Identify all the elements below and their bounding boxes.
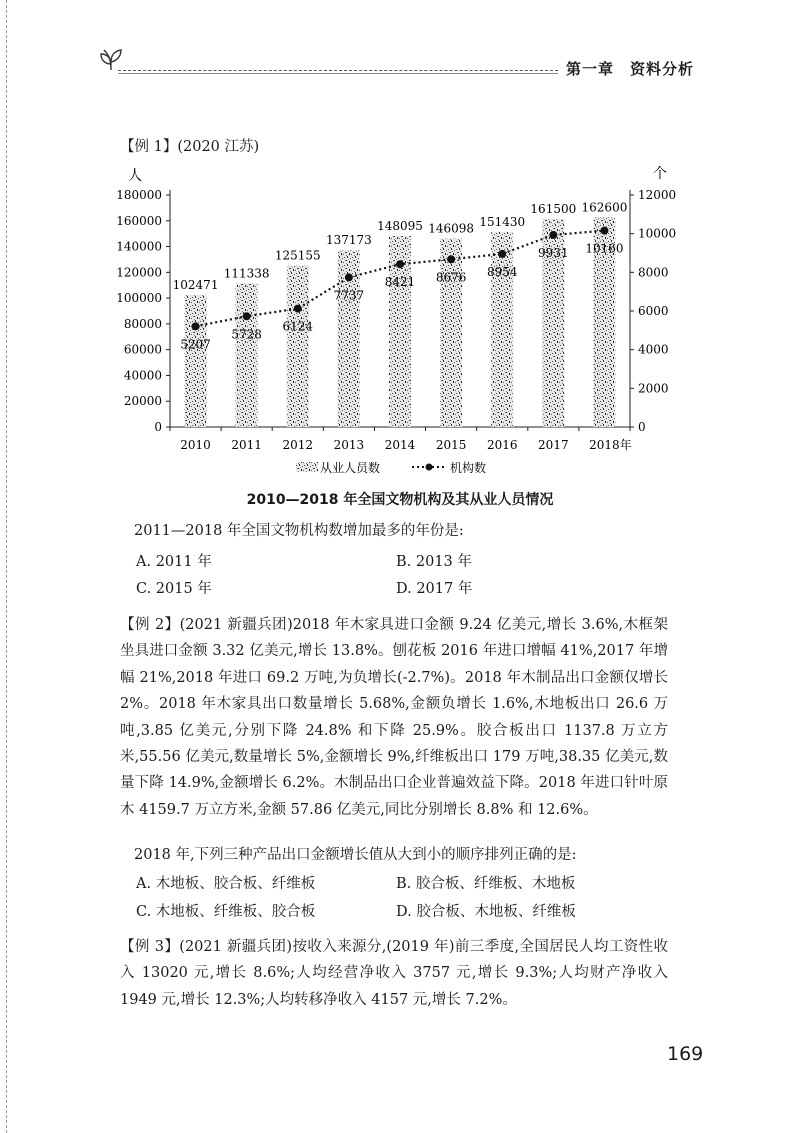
line-point <box>396 260 404 268</box>
line-data-label: 7737 <box>333 288 365 303</box>
chart-title: 2010—2018 年全国文物机构及其从业人员情况 <box>246 492 554 508</box>
example-2-question: 2018 年,下列三种产品出口金额增长值从大到小的顺序排列正确的是: <box>134 847 577 863</box>
example-2-option-b: B. 胶合板、纤维板、木地板 <box>396 876 576 892</box>
line-point <box>294 305 302 313</box>
right-axis-tick-label: 2000 <box>638 381 669 396</box>
legend-line-label: 机构数 <box>450 461 487 475</box>
example-2-option-c: C. 木地板、纤维板、胶合板 <box>136 904 316 920</box>
right-axis-tick-label: 4000 <box>638 342 669 357</box>
line-point <box>243 312 251 320</box>
example-1-option-c: C. 2015 年 <box>136 581 212 597</box>
right-axis-tick-label: 12000 <box>638 188 677 202</box>
chapter-title: 第一章 资料分析 <box>566 60 695 78</box>
right-axis-tick-label: 0 <box>638 420 646 434</box>
example-2-option-d: D. 胶合板、木地板、纤维板 <box>396 904 576 920</box>
x-axis-tick-label: 2013 <box>333 438 365 452</box>
line-data-label: 8421 <box>384 275 416 290</box>
x-axis-tick-label: 2015 <box>435 438 467 452</box>
right-axis-tick-label: 8000 <box>638 265 669 280</box>
bar <box>491 232 513 427</box>
header-rule-solid <box>118 73 558 74</box>
chart <box>0 160 800 480</box>
left-axis-tick-label: 120000 <box>116 265 162 280</box>
bar <box>287 266 309 427</box>
left-axis-tick-label: 180000 <box>116 188 162 202</box>
left-axis-tick-label: 80000 <box>123 316 162 331</box>
bar-data-label: 151430 <box>479 214 526 229</box>
left-axis-tick-label: 20000 <box>123 394 162 409</box>
line-data-label: 8676 <box>435 270 467 285</box>
bar-data-label: 137173 <box>325 233 372 248</box>
left-axis-tick-label: 0 <box>154 420 162 434</box>
bar-data-label: 161500 <box>530 201 577 216</box>
right-axis-unit: 个 <box>653 166 667 182</box>
example-1-option-d: D. 2017 年 <box>396 581 473 597</box>
line-data-label: 9931 <box>538 246 569 261</box>
left-axis-tick-label: 40000 <box>123 368 162 383</box>
legend-bar-label: 从业人员数 <box>320 461 381 475</box>
bar-data-label: 146098 <box>428 221 475 236</box>
example-3-paragraph: 【例 3】(2021 新疆兵团)按收入来源分,(2019 年)前三季度,全国居民人均工资性收入 13020 元,增长 8.6%;人均经营净收入 3757 元,增长 9.3%;人均财产净收入 1949 元,增长 12.3%;人均转移净收入 4157 元,增长 7.2%。 <box>120 939 668 1008</box>
legend-bar-swatch <box>296 462 318 472</box>
leaf-icon <box>98 44 124 72</box>
left-axis-tick-label: 60000 <box>123 342 162 357</box>
x-axis-tick-label: 2016 <box>486 438 518 452</box>
bar-data-label: 162600 <box>581 200 628 215</box>
legend-line-marker <box>426 464 433 471</box>
bar-data-label: 125155 <box>274 248 321 263</box>
example-1-question: 2011—2018 年全国文物机构数增加最多的年份是: <box>134 523 464 539</box>
line-data-label: 10160 <box>585 241 624 256</box>
left-axis-unit: 人 <box>128 168 142 184</box>
example-2-option-a: A. 木地板、胶合板、纤维板 <box>136 876 316 892</box>
line-point <box>549 231 557 239</box>
right-axis-tick-label: 6000 <box>638 304 669 318</box>
line-point <box>498 250 506 258</box>
left-axis-tick-label: 100000 <box>116 291 162 306</box>
x-axis-tick-label: 2010 <box>180 438 211 452</box>
line-data-label: 8954 <box>486 264 518 279</box>
bar <box>185 295 207 427</box>
right-axis-tick-label: 10000 <box>638 226 677 241</box>
line-data-label: 5207 <box>180 337 211 352</box>
left-axis-tick-label: 160000 <box>116 213 162 228</box>
line-point <box>600 227 608 235</box>
bar-data-label: 102471 <box>172 277 219 292</box>
x-axis-tick-label: 2018年 <box>589 438 632 452</box>
example-1-option-b: B. 2013 年 <box>396 554 472 570</box>
bar <box>236 283 258 427</box>
line-point <box>192 322 200 330</box>
x-axis-tick-label: 2017 <box>538 438 569 452</box>
example-1-tag: 【例 1】(2020 江苏) <box>120 139 260 155</box>
example-1-option-a: A. 2011 年 <box>136 554 212 570</box>
line-data-label: 5728 <box>231 327 262 342</box>
x-axis-tick-label: 2014 <box>384 438 416 452</box>
left-axis-tick-label: 140000 <box>116 239 162 254</box>
line-point <box>345 273 353 281</box>
line-point <box>447 255 455 263</box>
bar-data-label: 111338 <box>223 266 270 281</box>
bar <box>440 239 462 427</box>
line-data-label: 6124 <box>282 319 314 334</box>
x-axis-tick-label: 2012 <box>282 438 314 452</box>
x-axis-tick-label: 2011 <box>231 438 262 452</box>
header-rule <box>118 70 558 71</box>
bar-data-label: 148095 <box>377 219 423 234</box>
page-number: 169 <box>667 1043 704 1065</box>
example-2-paragraph: 【例 2】(2021 新疆兵团)2018 年木家具进口金额 9.24 亿美元,增长 3.6%,木框架坐具进口金额 3.32 亿美元,增长 13.8%。刨花板 2016 年进口增幅 41%,2017 年增幅 21%,2018 年进口 69.2 万吨,为负增长(-2.7%)。2018 年木制品出口金额仅增长 2%。2018 年木家具出口数量增长 5.68%,金额负增长 1.6%,木地板出口 26.6 万吨,3.85 亿美元,分别下降 24.8% 和下降 25.9%。胶合板出口 1137.8 万立方米,55.56 亿美元,数量增长 5%,金额增长 9%,纤维板出口 179 万吨,38.35 亿美元,数量下降 14.9%,金额增长 6.2%。木制品出口企业普遍效益下降。2018 年进口针叶原木 4159.7 万立方米,金额 57.86 亿美元,同比分别增长 8.8% 和 12.6%。 <box>120 617 668 818</box>
